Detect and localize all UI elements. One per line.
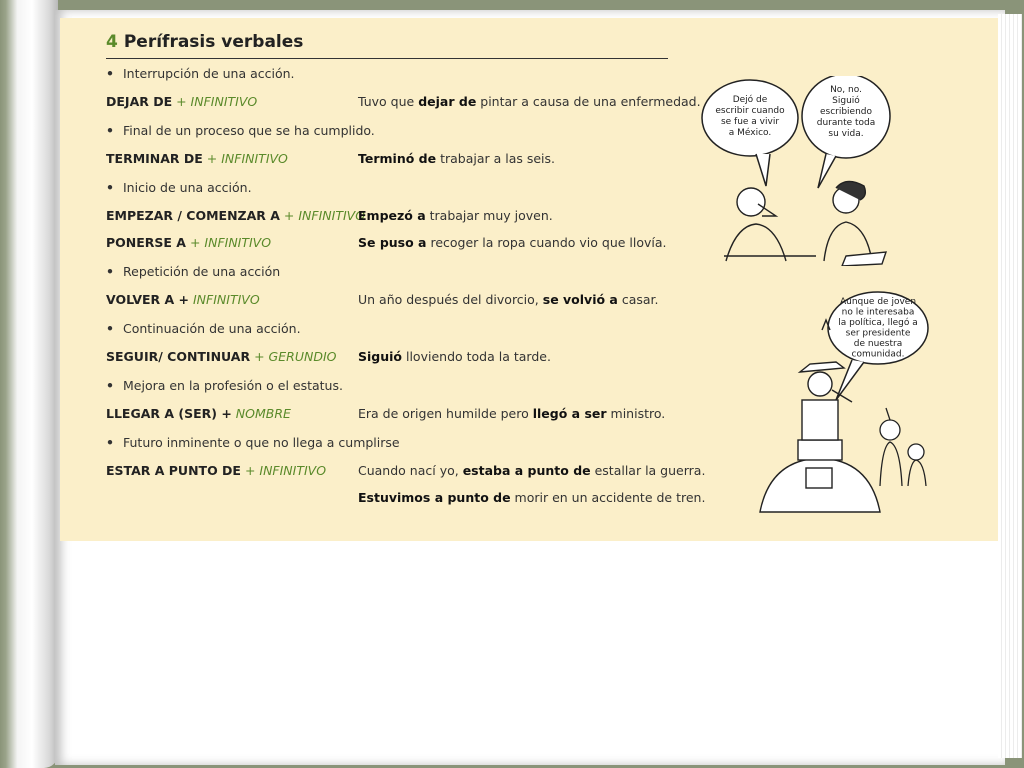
cartoon-statue (740, 290, 940, 530)
bubble-tail-right (818, 154, 836, 188)
page-curl (0, 0, 58, 768)
periphrasis-form (106, 463, 326, 478)
periphrasis-form (106, 406, 291, 421)
form-complement: + INFINITIVO (202, 151, 288, 166)
bubble-line: a México. (728, 128, 772, 138)
highlighted-periphrasis: estaba a punto de (462, 463, 591, 478)
example-text: lloviendo toda la tarde. (402, 349, 551, 364)
grammar-panel (60, 18, 998, 541)
example-text: Tuvo que (358, 94, 419, 109)
example-text: recoger la ropa cuando vio que llovía. (426, 235, 667, 250)
form-verb: DEJAR DE (106, 94, 173, 109)
example-text: trabajar a las seis. (436, 151, 556, 166)
section-heading (106, 32, 668, 59)
bubble-line: comunidad. (851, 349, 905, 360)
form-complement: + INFINITIVO (279, 208, 366, 223)
bubble-tail-left (756, 154, 770, 186)
section-title: Perífrasis verbales (123, 32, 304, 52)
periphrasis-form (106, 235, 271, 250)
example-sentence (358, 463, 705, 478)
bubble-line: no le interesaba (841, 307, 915, 318)
highlighted-periphrasis: Empezó a (358, 208, 426, 223)
highlighted-periphrasis: Terminó de (358, 151, 437, 166)
category-bullet: • Final de un proceso que se ha cumplido. (106, 123, 375, 138)
woman-figure (824, 181, 886, 266)
example-sentence (358, 235, 667, 250)
example-text: Un año después del divorcio, (358, 292, 543, 307)
example-text: Era de origen humilde pero (358, 406, 533, 421)
example-text: pintar a causa de una enfermedad. (476, 94, 701, 109)
form-verb: PONERSE A (106, 235, 186, 250)
form-complement: + INFINITIVO (172, 94, 258, 109)
example-text: casar. (617, 292, 659, 307)
bubble-line: ser presidente (845, 328, 911, 339)
form-verb: ESTAR A PUNTO DE (106, 463, 241, 478)
example-text: ministro. (606, 406, 666, 421)
example-text: morir en un accidente de tren. (510, 490, 706, 505)
highlighted-periphrasis: Estuvimos a punto de (358, 490, 511, 505)
form-complement: + INFINITIVO (185, 235, 272, 250)
periphrasis-form (106, 349, 336, 364)
category-bullet: • Inicio de una acción. (106, 180, 252, 195)
example-text: Cuando nací yo, (358, 463, 463, 478)
bubble-line: escribiendo (819, 107, 873, 117)
highlighted-periphrasis: llegó a ser (532, 406, 607, 421)
small-figures (880, 408, 926, 486)
category-bullet: • Continuación de una acción. (106, 321, 301, 336)
example-sentence (358, 292, 659, 307)
form-verb: SEGUIR/ CONTINUAR (106, 349, 251, 364)
highlighted-periphrasis: Siguió (358, 349, 403, 364)
bubble-line: se fue a vivir (720, 117, 780, 127)
form-complement: INFINITIVO (189, 292, 260, 307)
form-complement: NOMBRE (231, 406, 291, 421)
example-text: estallar la guerra. (590, 463, 706, 478)
form-verb: TERMINAR DE (106, 151, 203, 166)
highlighted-periphrasis: dejar de (418, 94, 477, 109)
form-complement: + INFINITIVO (240, 463, 327, 478)
periphrasis-form (106, 94, 257, 109)
category-bullet: • Interrupción de una acción. (106, 66, 295, 81)
example-sentence (358, 406, 665, 421)
man-figure (724, 188, 816, 261)
bubble-line: Siguió (832, 96, 860, 106)
form-verb: LLEGAR A (SER) + (106, 406, 232, 421)
periphrasis-form (106, 292, 260, 307)
bubble-line: su vida. (828, 129, 864, 139)
bubble-line: escribir cuando (715, 106, 785, 116)
bubble-line: durante toda (816, 118, 876, 128)
section-number: 4 (106, 32, 118, 52)
category-bullet: • Mejora en la profesión o el estatus. (106, 378, 343, 393)
periphrasis-form (106, 208, 365, 223)
bubble-line: la política, llegó a (838, 318, 918, 328)
periphrasis-form (106, 151, 288, 166)
category-bullet: • Futuro inminente o que no llega a cumplirse (106, 435, 400, 450)
form-verb: EMPEZAR / COMENZAR A (106, 208, 280, 223)
bubble-line: No, no. (830, 85, 862, 95)
bubble-line: Aunque de joven (839, 297, 917, 307)
example-sentence (358, 208, 553, 223)
page-edges (998, 14, 1022, 758)
highlighted-periphrasis: Se puso a (358, 235, 427, 250)
bubble-line: Dejó de (732, 95, 768, 105)
cartoon-writers (696, 76, 896, 266)
bubble-line: de nuestra (853, 339, 903, 349)
example-sentence (358, 490, 705, 505)
example-sentence (358, 349, 551, 364)
example-sentence (358, 151, 555, 166)
form-complement: + GERUNDIO (250, 349, 337, 364)
category-bullet: • Repetición de una acción (106, 264, 280, 279)
example-text: trabajar muy joven. (425, 208, 553, 223)
form-verb: VOLVER A + (106, 292, 190, 307)
highlighted-periphrasis: se volvió a (542, 292, 618, 307)
example-sentence (358, 94, 701, 109)
